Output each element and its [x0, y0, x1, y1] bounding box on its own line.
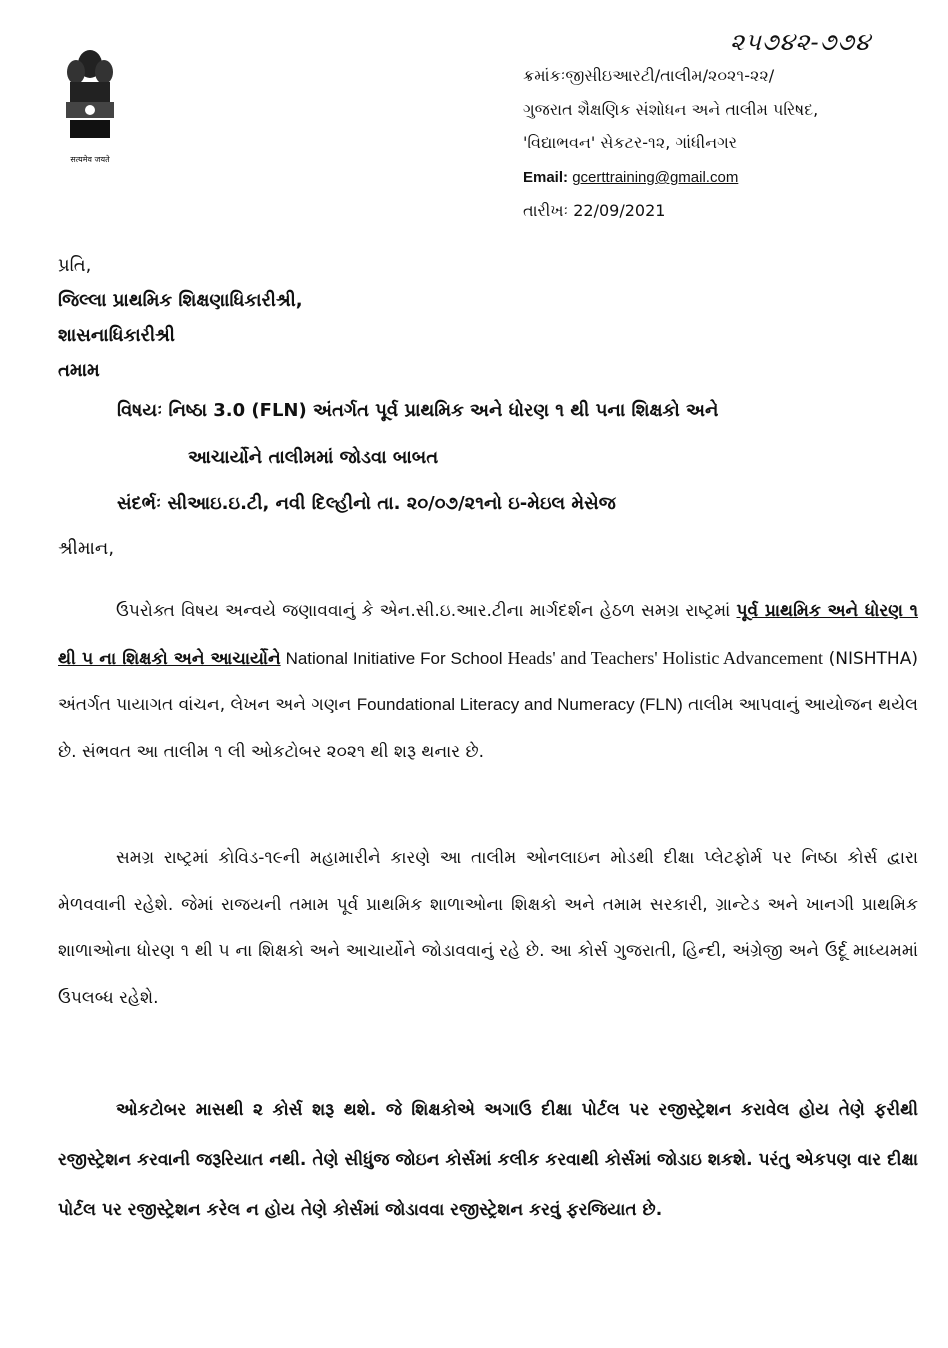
- p1-text-f: તાલીમ આપવાનું આયોજન થયેલ છે. સંભવત આ તાલીમ ૧ લી ઓકટોબર ૨૦૨૧ થી શરૂ થનાર છે.: [58, 695, 918, 762]
- paragraph-1: [58, 588, 918, 775]
- organization-name: ગુજરાત શૈક્ષણિક સંશોધન અને તાલીમ પરિષદ,: [523, 100, 819, 119]
- emblem-motto: सत्यमेव जयते: [70, 155, 110, 164]
- ashoka-emblem-icon: [60, 42, 120, 152]
- recipient-line-2: શાસનાધિકારીશ્રી: [58, 325, 175, 346]
- recipient-line-3: તમામ: [58, 360, 100, 381]
- p1-underlined-text: પૂર્વ પ્રાથમિક અને ધોરણ ૧ થી ૫ ના શિક્ષકો અને આચાર્યોને: [58, 601, 919, 669]
- p1-text-a: ઉપરોક્ત વિષય અન્વયે જણાવવાનું કે એન.સી.ઇ.આર.ટીના માર્ગદર્શન હેઠળ સમગ્ર રાષ્ટ્રમાં: [116, 601, 737, 621]
- subject-reference: સંદર્ભઃ સીઆઇ.ઇ.ટી, નવી દિલ્હીનો તા. ૨૦/૦૭/૨૧નો ઇ-મેઇલ મેસેજ: [117, 493, 616, 514]
- salutation: શ્રીમાન,: [58, 538, 115, 559]
- p1-text-e: Foundational Literacy and Numeracy (FLN): [356, 695, 683, 714]
- recipient-prefix: પ્રતિ,: [58, 255, 92, 276]
- organization-address: 'વિદ્યાભવન' સેકટર-૧૨, ગાંધીનગર: [523, 133, 738, 152]
- reference-number: ક્રમાંકઃજીસીઇઆરટી/તાલીમ/૨૦૨૧-૨૨/: [523, 66, 775, 85]
- p1-text-d: (NISHTHA) અંતર્ગત પાયાગત વાંચન, લેખન અને ગણન: [58, 648, 918, 715]
- paragraph-2: સમગ્ર રાષ્ટ્રમાં કોવિડ-૧૯ની મહામારીને કારણે આ તાલીમ ઓનલાઇન મોડથી દીક્ષા પ્લેટફોર્મ પર નિષ્ઠા કોર્સ દ્વારા મેળવવાની રહેશે. જેમાં રાજયની તમામ પૂર્વ પ્રાથમિક શાળાઓના શિક્ષકો અને તમામ સરકારી, ગ્રાન્ટેડ અને ખાનગી પ્રાથમિક શાળાઓના ધોરણ ૧ થી ૫ ના શિક્ષકો અને આચાર્યોને જોડાવવાનું રહે છે. આ કોર્સ ગુજરાતી, હિન્દી, અંગ્રેજી અને ઉર્દૂ માધ્યમમાં ઉપલબ્ધ રહેશે.: [58, 848, 918, 1008]
- handwritten-inward-number: ૨૫૭૪૨-૭૭૪: [730, 28, 871, 56]
- national-emblem: [50, 42, 130, 172]
- subject-line-1: વિષયઃ નિષ્ઠા 3.0 (FLN) અંતર્ગત પૂર્વ પ્રાથમિક અને ધોરણ ૧ થી ૫ના શિક્ષકો અને: [117, 400, 719, 421]
- p1-text-c: Heads' and Teachers' Holistic Advancement: [507, 647, 824, 668]
- email-line: [523, 168, 738, 188]
- paragraph-3: ઓકટોબર માસથી ૨ કોર્સ શરૂ થશે. જે શિક્ષકોએ અગાઉ દીક્ષા પોર્ટલ પર રજીસ્ટ્રેશન કરાવેલ હોય તેણે ફરીથી રજીસ્ટ્રેશન કરવાની જરૂરિયાત નથી. તેણે સીધુંજ જોઇન કોર્સમાં કલીક કરવાથી કોર્સમાં જોડાઇ શકશે. પરંતુ એકપણ વાર દીક્ષા પોર્ટલ પર રજીસ્ટ્રેશન કરેલ ન હોય તેણે કોર્સમાં જોડાવવા રજીસ્ટ્રેશન કરવું ફરજિયાત છે.: [58, 1100, 918, 1220]
- p1-text-b: National Initiative For School: [280, 648, 508, 668]
- recipient-line-1: જિલ્લા પ્રાથમિક શિક્ષણાધિકારીશ્રી,: [58, 290, 303, 311]
- email-link[interactable]: gcerttraining@gmail.com: [572, 169, 739, 186]
- email-label: Email:: [523, 169, 569, 186]
- subject-line-2: આચાર્યોને તાલીમમાં જોડવા બાબત: [188, 447, 439, 468]
- letter-date: તારીખઃ 22/09/2021: [523, 201, 666, 220]
